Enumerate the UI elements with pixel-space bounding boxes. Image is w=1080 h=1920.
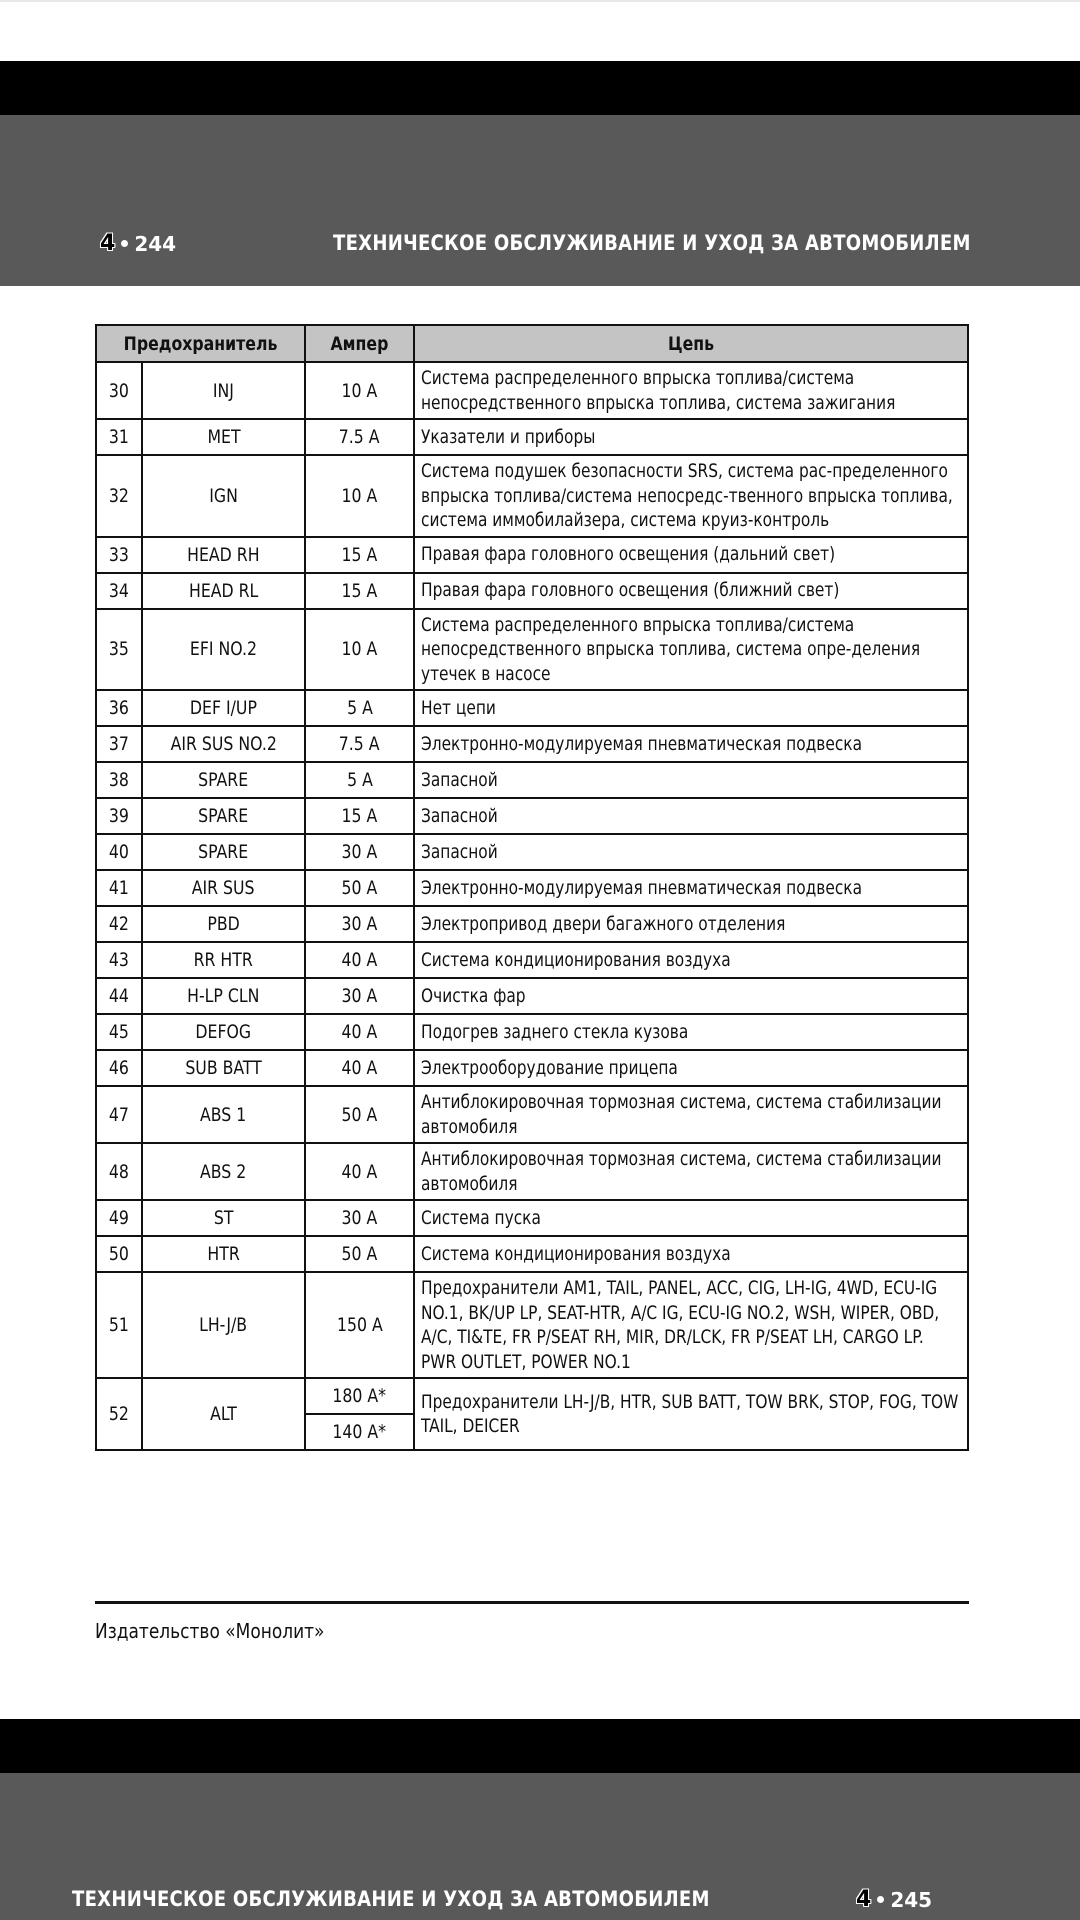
fuse-number: 41: [96, 870, 142, 906]
fuse-number: 40: [96, 834, 142, 870]
table-row: [96, 834, 968, 870]
publisher-name: Издательство «Монолит»: [95, 1619, 325, 1643]
header-amp: Ампер: [305, 325, 414, 362]
fuse-circuit: Запасной: [414, 834, 968, 870]
fuse-amperage: 30 A: [305, 906, 414, 942]
fuse-number: 36: [96, 690, 142, 726]
bullet-dot: [121, 240, 128, 247]
fuse-circuit: Подогрев заднего стекла кузова: [414, 1014, 968, 1050]
fuse-circuit: Правая фара головного освещения (дальний свет): [414, 537, 968, 573]
fuse-amperage: 7.5 A: [305, 419, 414, 455]
fuse-circuit: Электропривод двери багажного отделения: [414, 906, 968, 942]
fuse-circuit: Очистка фар: [414, 978, 968, 1014]
fuse-number: 44: [96, 978, 142, 1014]
fuse-code: PBD: [142, 906, 305, 942]
fuse-amperage: 150 A: [305, 1272, 414, 1378]
fuse-number: 30: [96, 362, 142, 419]
fuse-amperage: 10 A: [305, 362, 414, 419]
fuse-code: ABS 1: [142, 1086, 305, 1143]
fuse-circuit: Система пуска: [414, 1200, 968, 1236]
fuse-amperage: 30 A: [305, 1200, 414, 1236]
fuse-amperage: 5 A: [305, 762, 414, 798]
fuse-number: 33: [96, 537, 142, 573]
fuse-amperage: 40 A: [305, 1143, 414, 1200]
fuse-number: 34: [96, 573, 142, 609]
bottom-black-band: [0, 1719, 1080, 1773]
fuse-amperage: 50 A: [305, 870, 414, 906]
fuse-number: 52: [96, 1378, 142, 1450]
fuse-amperage: 40 A: [305, 1050, 414, 1086]
fuse-number: 38: [96, 762, 142, 798]
page-number-left: [100, 231, 176, 256]
fuse-code: ST: [142, 1200, 305, 1236]
top-black-band: [0, 61, 1080, 115]
fuse-circuit: Система распределенного впрыска топлива/система непосредственного впрыска топлива, система зажигания: [414, 362, 968, 419]
page-number-right: [856, 1887, 932, 1912]
table-row: [96, 798, 968, 834]
fuse-code: INJ: [142, 362, 305, 419]
fuse-amperage: 40 A: [305, 1014, 414, 1050]
table-row: [96, 870, 968, 906]
table-row: [96, 573, 968, 609]
header-fuse: Предохранитель: [96, 325, 305, 362]
table-row: [96, 1086, 968, 1143]
fuse-circuit: Правая фара головного освещения (ближний свет): [414, 573, 968, 609]
fuse-amperage: 30 A: [305, 978, 414, 1014]
table-row: [96, 1378, 968, 1414]
fuse-circuit: Предохранители AM1, TAIL, PANEL, ACC, CIG, LH-IG, 4WD, ECU-IG NO.1, BK/UP LP, SEAT-HTR, A/C IG, ECU-IG NO.2, WSH, WIPER, OBD, A/C, TI&TE, FR P/SEAT RH, MIR, DR/LCK, FR P/SEAT LH, CARGO LP. PWR OUTLET, POWER NO.1: [414, 1272, 968, 1378]
table-row: [96, 537, 968, 573]
fuse-amperage: 10 A: [305, 455, 414, 537]
fuse-number: 47: [96, 1086, 142, 1143]
fuse-number: 48: [96, 1143, 142, 1200]
bullet-dot: [877, 1896, 884, 1903]
fuse-circuit: Система кондиционирования воздуха: [414, 1236, 968, 1272]
fuse-circuit: Указатели и приборы: [414, 419, 968, 455]
fuse-code: SUB BATT: [142, 1050, 305, 1086]
table-row: [96, 609, 968, 691]
table-row: [96, 1014, 968, 1050]
fuse-amperage: 5 A: [305, 690, 414, 726]
table-row: [96, 1143, 968, 1200]
fuse-code: EFI NO.2: [142, 609, 305, 691]
table-row: [96, 455, 968, 537]
fuse-circuit: Предохранители LH-J/B, HTR, SUB BATT, TOW BRK, STOP, FOG, TOW TAIL, DEICER: [414, 1378, 968, 1450]
fuse-number: 39: [96, 798, 142, 834]
fuse-code: ALT: [142, 1378, 305, 1450]
fuse-amperage: 50 A: [305, 1236, 414, 1272]
fuse-amperage: 40 A: [305, 942, 414, 978]
fuse-number: 31: [96, 419, 142, 455]
fuse-number: 43: [96, 942, 142, 978]
fuse-circuit: Электрооборудование прицепа: [414, 1050, 968, 1086]
fuse-code: MET: [142, 419, 305, 455]
fuse-number: 35: [96, 609, 142, 691]
table-row: [96, 1236, 968, 1272]
fuse-amperage: 15 A: [305, 537, 414, 573]
fuse-code: ABS 2: [142, 1143, 305, 1200]
fuse-code: DEF I/UP: [142, 690, 305, 726]
top-page-header: [0, 115, 1080, 286]
next-running-title: ТЕХНИЧЕСКОЕ ОБСЛУЖИВАНИЕ И УХОД ЗА АВТОМОБИЛЕМ: [72, 1887, 710, 1911]
table-row: [96, 978, 968, 1014]
fuse-circuit: Запасной: [414, 762, 968, 798]
fuse-number: 45: [96, 1014, 142, 1050]
fuse-number: 46: [96, 1050, 142, 1086]
fuse-code: IGN: [142, 455, 305, 537]
fuse-circuit: Антиблокировочная тормозная система, система стабилизации автомобиля: [414, 1086, 968, 1143]
fuse-code: SPARE: [142, 762, 305, 798]
fuse-circuit: Нет цепи: [414, 690, 968, 726]
table-header-row: [96, 325, 968, 362]
table-row: [96, 762, 968, 798]
fuse-number: 42: [96, 906, 142, 942]
fuse-circuit: Запасной: [414, 798, 968, 834]
fuse-amperage: 30 A: [305, 834, 414, 870]
fuse-code: HEAD RL: [142, 573, 305, 609]
fuse-code: H-LP CLN: [142, 978, 305, 1014]
fuse-number: 32: [96, 455, 142, 537]
fuse-circuit: Система подушек безопасности SRS, система рас-пределенного впрыска топлива/система непосредс-твенного впрыска топлива, система иммобилайзера, система круиз-контроль: [414, 455, 968, 537]
table-row: [96, 1050, 968, 1086]
running-title: ТЕХНИЧЕСКОЕ ОБСЛУЖИВАНИЕ И УХОД ЗА АВТОМОБИЛЕМ: [333, 231, 971, 255]
table-row: [96, 1272, 968, 1378]
fuse-amperage-b: 140 A*: [305, 1414, 414, 1450]
table-row: [96, 906, 968, 942]
fuse-code: SPARE: [142, 798, 305, 834]
header-circuit: Цепь: [414, 325, 968, 362]
page-number: 245: [890, 1887, 933, 1912]
fuse-code: AIR SUS NO.2: [142, 726, 305, 762]
fuse-amperage-a: 180 A*: [305, 1378, 414, 1414]
fuse-circuit: Система распределенного впрыска топлива/система непосредственного впрыска топлива, система опре-деления утечек в насосе: [414, 609, 968, 691]
fuse-amperage: 15 A: [305, 573, 414, 609]
page-number: 244: [134, 231, 177, 256]
fuse-number: 49: [96, 1200, 142, 1236]
table-row: [96, 726, 968, 762]
table-row: [96, 1200, 968, 1236]
fuse-code: DEFOG: [142, 1014, 305, 1050]
fuse-code: LH-J/B: [142, 1272, 305, 1378]
fuse-number: 50: [96, 1236, 142, 1272]
table-row: [96, 690, 968, 726]
table-row: [96, 362, 968, 419]
fuse-table: [95, 324, 969, 1451]
table-row: [96, 942, 968, 978]
fuse-circuit: Электронно-модулируемая пневматическая подвеска: [414, 870, 968, 906]
fuse-amperage: 7.5 A: [305, 726, 414, 762]
footer-rule: [95, 1601, 969, 1604]
fuse-circuit: Электронно-модулируемая пневматическая подвеска: [414, 726, 968, 762]
fuse-code: HTR: [142, 1236, 305, 1272]
fuse-code: HEAD RH: [142, 537, 305, 573]
fuse-number: 37: [96, 726, 142, 762]
fuse-code: SPARE: [142, 834, 305, 870]
fuse-amperage: 50 A: [305, 1086, 414, 1143]
table-row: [96, 419, 968, 455]
fuse-number: 51: [96, 1272, 142, 1378]
fuse-amperage: 10 A: [305, 609, 414, 691]
top-edge: [0, 0, 1080, 2]
fuse-circuit: Система кондиционирования воздуха: [414, 942, 968, 978]
next-page-header: [0, 1773, 1080, 1920]
fuse-code: AIR SUS: [142, 870, 305, 906]
fuse-code: RR HTR: [142, 942, 305, 978]
fuse-circuit: Антиблокировочная тормозная система, система стабилизации автомобиля: [414, 1143, 968, 1200]
chapter-4-icon: 4: [100, 231, 116, 256]
chapter-4-icon: 4: [856, 1887, 872, 1912]
fuse-amperage: 15 A: [305, 798, 414, 834]
